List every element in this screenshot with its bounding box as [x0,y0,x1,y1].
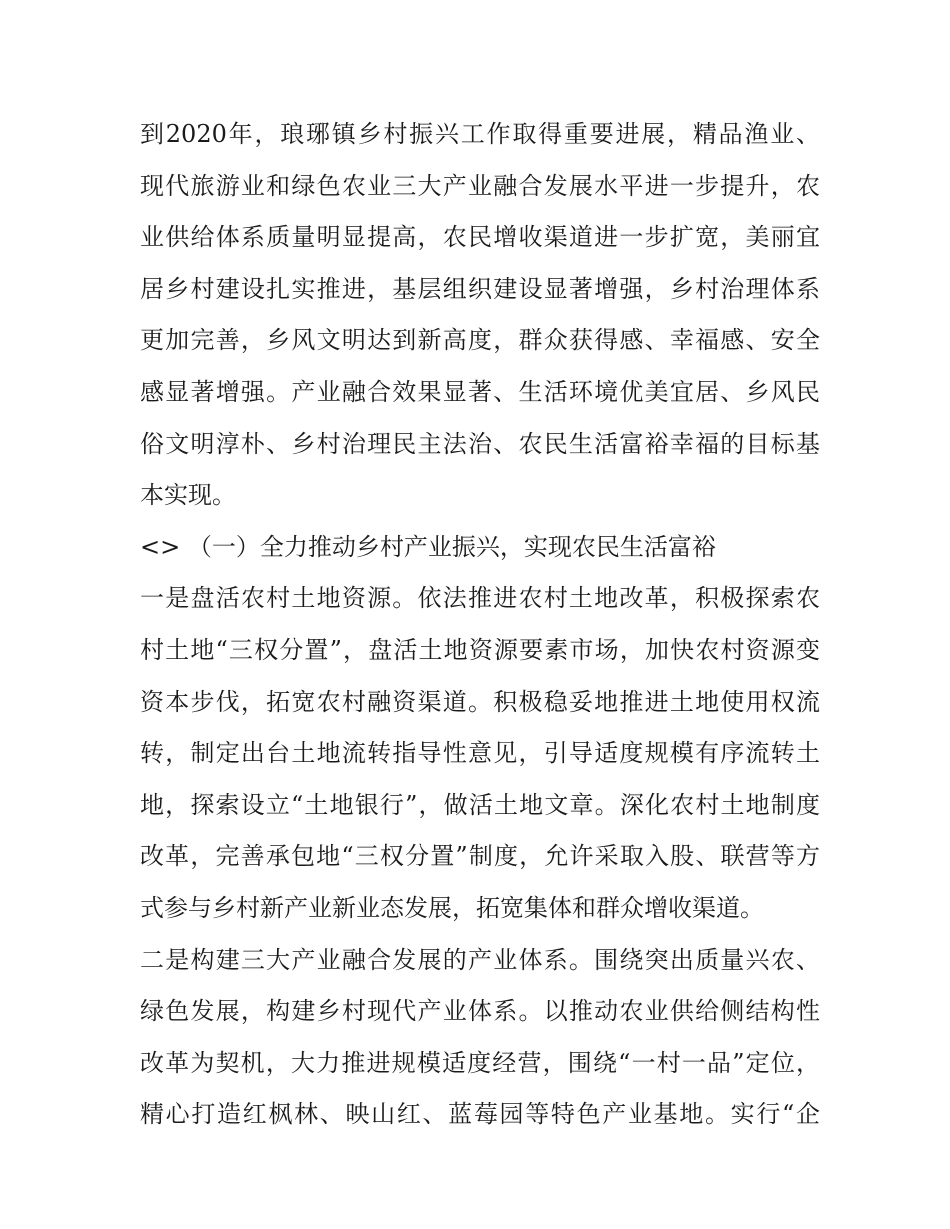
text-line: 俗文明淳朴、乡村治理民主法治、农民生活富裕幸福的目标基 [140,429,820,458]
paragraph-end-line: 式参与乡村新产业新业态发展，拓宽集体和群众增收渠道。 [140,893,764,922]
text-line: 更加完善，乡风文明达到新高度，群众获得感、幸福感、安全 [140,326,820,355]
section-heading: <> （一）全力推动乡村产业振兴，实现农民生活富裕 [140,532,716,561]
text-line: 资本步伐，拓宽农村融资渠道。积极稳妥地推进土地使用权流 [140,687,820,716]
text-line: 二是构建三大产业融合发展的产业体系。围绕突出质量兴农、 [140,945,820,974]
text-line: 绿色发展，构建乡村现代产业体系。以推动农业供给侧结构性 [140,997,820,1026]
text-line: 一是盘活农村土地资源。依法推进农村土地改革，积极探索农 [140,584,820,613]
text-line: 感显著增强。产业融合效果显著、生活环境优美宜居、乡风民 [140,377,820,406]
text-line: 精心打造红枫林、映山红、蓝莓园等特色产业基地。实行“企 [140,1100,820,1129]
text-line: 改革，完善承包地“三权分置”制度，允许采取入股、联营等方 [140,842,820,871]
text-line: 改革为契机，大力推进规模适度经营，围绕“一村一品”定位， [140,1048,820,1077]
text-line: 业供给体系质量明显提高，农民增收渠道进一步扩宽，美丽宜 [140,223,820,252]
text-line: 转，制定出台土地流转指导性意见，引导适度规模有序流转土 [140,739,820,768]
text-line: 居乡村建设扎实推进，基层组织建设显著增强，乡村治理体系 [140,274,820,303]
text-line: 现代旅游业和绿色农业三大产业融合发展水平进一步提升，农 [140,171,820,200]
paragraph-end-line: 本实现。 [140,481,236,510]
text-line: 到2020年，琅琊镇乡村振兴工作取得重要进展，精品渔业、 [140,120,820,148]
body-text [140,109,820,1141]
text-line: 地，探索设立“土地银行”，做活土地文章。深化农村土地制度 [140,790,820,819]
text-line: 村土地“三权分置”，盘活土地资源要素市场，加快农村资源变 [140,635,820,664]
